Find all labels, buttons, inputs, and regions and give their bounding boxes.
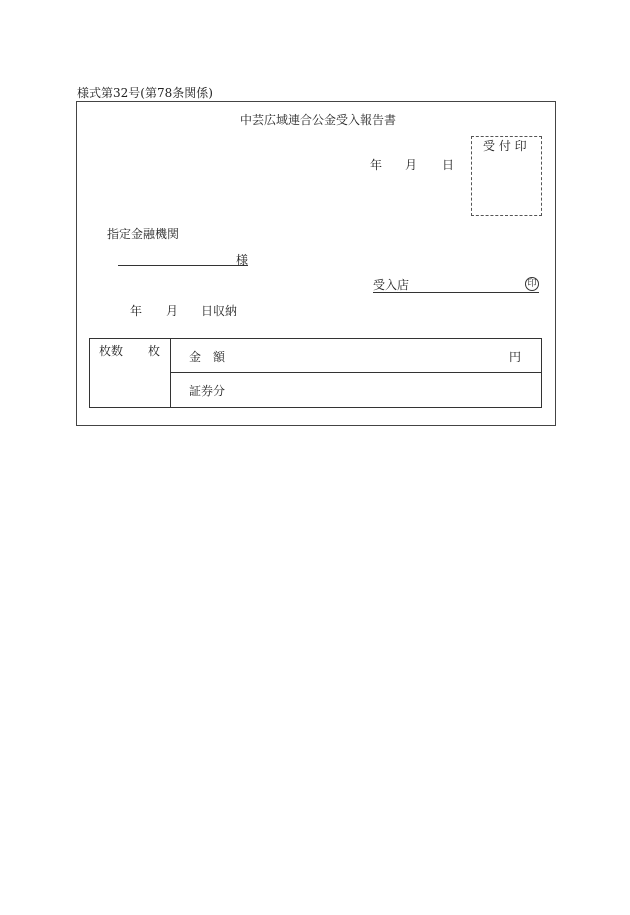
reception-stamp-label: 受 付 印 — [483, 139, 527, 153]
amount-unit: 円 — [509, 350, 522, 364]
amount-table — [89, 338, 542, 408]
form-title: 中芸広域連合公金受入報告書 — [240, 113, 397, 127]
date-month-label: 月 — [405, 158, 418, 172]
table-horizontal-divider — [170, 372, 541, 373]
date-day-label: 日 — [442, 158, 455, 172]
form-number: 様式第32号(第78条関係) — [77, 86, 213, 100]
addressee-name-line — [118, 265, 248, 266]
amount-label: 金 額 — [189, 350, 226, 364]
addressee-label: 指定金融機関 — [107, 227, 180, 241]
receiving-branch-label: 受入店 — [373, 278, 410, 292]
securities-label: 証券分 — [189, 384, 226, 398]
receiving-branch-line — [373, 292, 539, 293]
seal-mark: 印 — [525, 277, 539, 291]
received-year-label: 年 — [130, 304, 143, 318]
table-vertical-divider — [170, 339, 171, 407]
received-month-label: 月 — [166, 304, 179, 318]
addressee-honorific: 様 — [236, 253, 249, 267]
count-label: 枚数 — [99, 344, 124, 358]
date-year-label: 年 — [370, 158, 383, 172]
received-day-label: 日収納 — [201, 304, 238, 318]
count-unit: 枚 — [148, 344, 161, 358]
